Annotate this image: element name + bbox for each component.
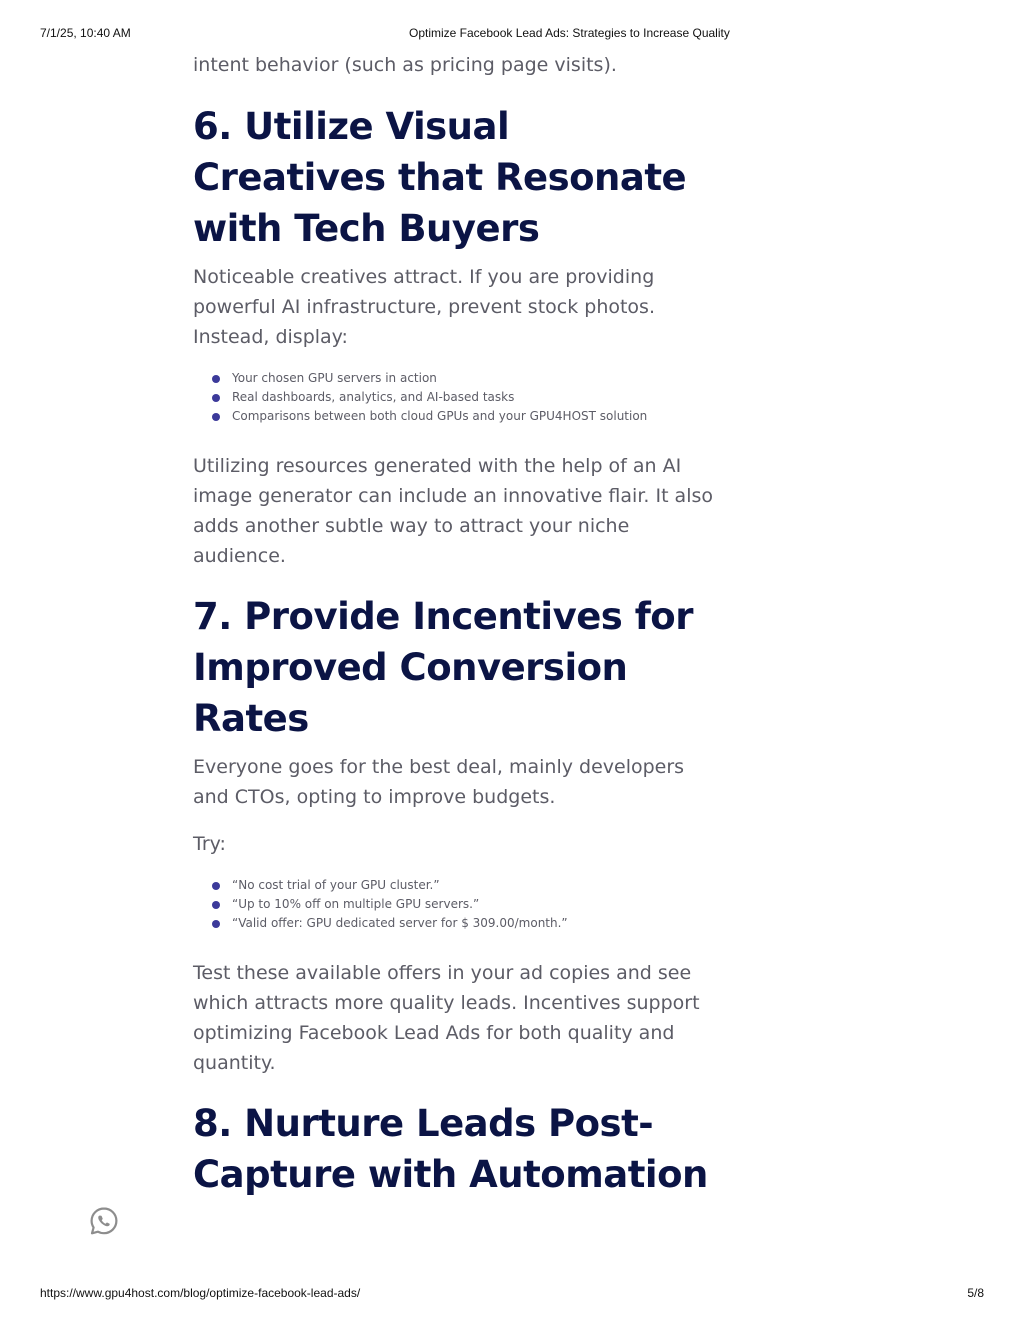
- print-footer: [0, 1286, 1024, 1302]
- list-item-text: Comparisons between both cloud GPUs and your GPU4HOST solution: [232, 409, 648, 423]
- whatsapp-icon-svg: [88, 1205, 120, 1237]
- print-page-number: 5/8: [967, 1286, 984, 1300]
- section-7-bullet-list: [193, 876, 713, 933]
- print-header: [0, 26, 1024, 42]
- bullet-dot-icon: [212, 920, 220, 928]
- list-item-text: “No cost trial of your GPU cluster.”: [232, 878, 440, 892]
- section-7-try-label: Try:: [193, 833, 226, 855]
- bullet-dot-icon: [212, 882, 220, 890]
- list-item-text: “Up to 10% off on multiple GPU servers.”: [232, 897, 480, 911]
- bullet-dot-icon: [212, 901, 220, 909]
- list-item: [193, 407, 713, 426]
- list-item: [193, 895, 713, 914]
- list-item: [193, 876, 713, 895]
- list-item: [193, 388, 713, 407]
- section-6-heading: 6. Utilize Visual Creatives that Resonate with Tech Buyers: [193, 105, 687, 250]
- print-page-url: https://www.gpu4host.com/blog/optimize-facebook-lead-ads/: [40, 1286, 361, 1300]
- list-item-text: Your chosen GPU servers in action: [232, 371, 437, 385]
- list-item-text: Real dashboards, analytics, and AI-based tasks: [232, 390, 515, 404]
- bullet-dot-icon: [212, 394, 220, 402]
- section-6-outro: Utilizing resources generated with the help of an AI image generator can include an innovative flair. It also adds another subtle way to attract your niche audience.: [193, 455, 714, 567]
- list-item: [193, 914, 713, 933]
- list-item-text: “Valid offer: GPU dedicated server for $ 309.00/month.”: [232, 916, 568, 930]
- whatsapp-icon[interactable]: [88, 1205, 120, 1237]
- section-8-heading: 8. Nurture Leads Post-Capture with Automation: [193, 1102, 708, 1196]
- section-7-intro: Everyone goes for the best deal, mainly developers and CTOs, opting to improve budgets.: [193, 756, 685, 808]
- section-7-heading: 7. Provide Incentives for Improved Conversion Rates: [193, 595, 693, 740]
- section-7-outro: Test these available offers in your ad copies and see which attracts more quality leads. Incentives support optimizing Facebook Lead Ads for both quality and quantity.: [193, 962, 700, 1074]
- print-page-title: Optimize Facebook Lead Ads: Strategies to Increase Quality: [409, 26, 730, 40]
- bullet-dot-icon: [212, 413, 220, 421]
- intro-tail-paragraph: intent behavior (such as pricing page visits).: [193, 54, 617, 76]
- section-6-intro: Noticeable creatives attract. If you are providing powerful AI infrastructure, prevent stock photos. Instead, display:: [193, 266, 655, 348]
- section-6-bullet-list: [193, 369, 713, 426]
- bullet-dot-icon: [212, 375, 220, 383]
- list-item: [193, 369, 713, 388]
- article-content: [193, 50, 713, 1200]
- print-datetime: 7/1/25, 10:40 AM: [40, 26, 131, 40]
